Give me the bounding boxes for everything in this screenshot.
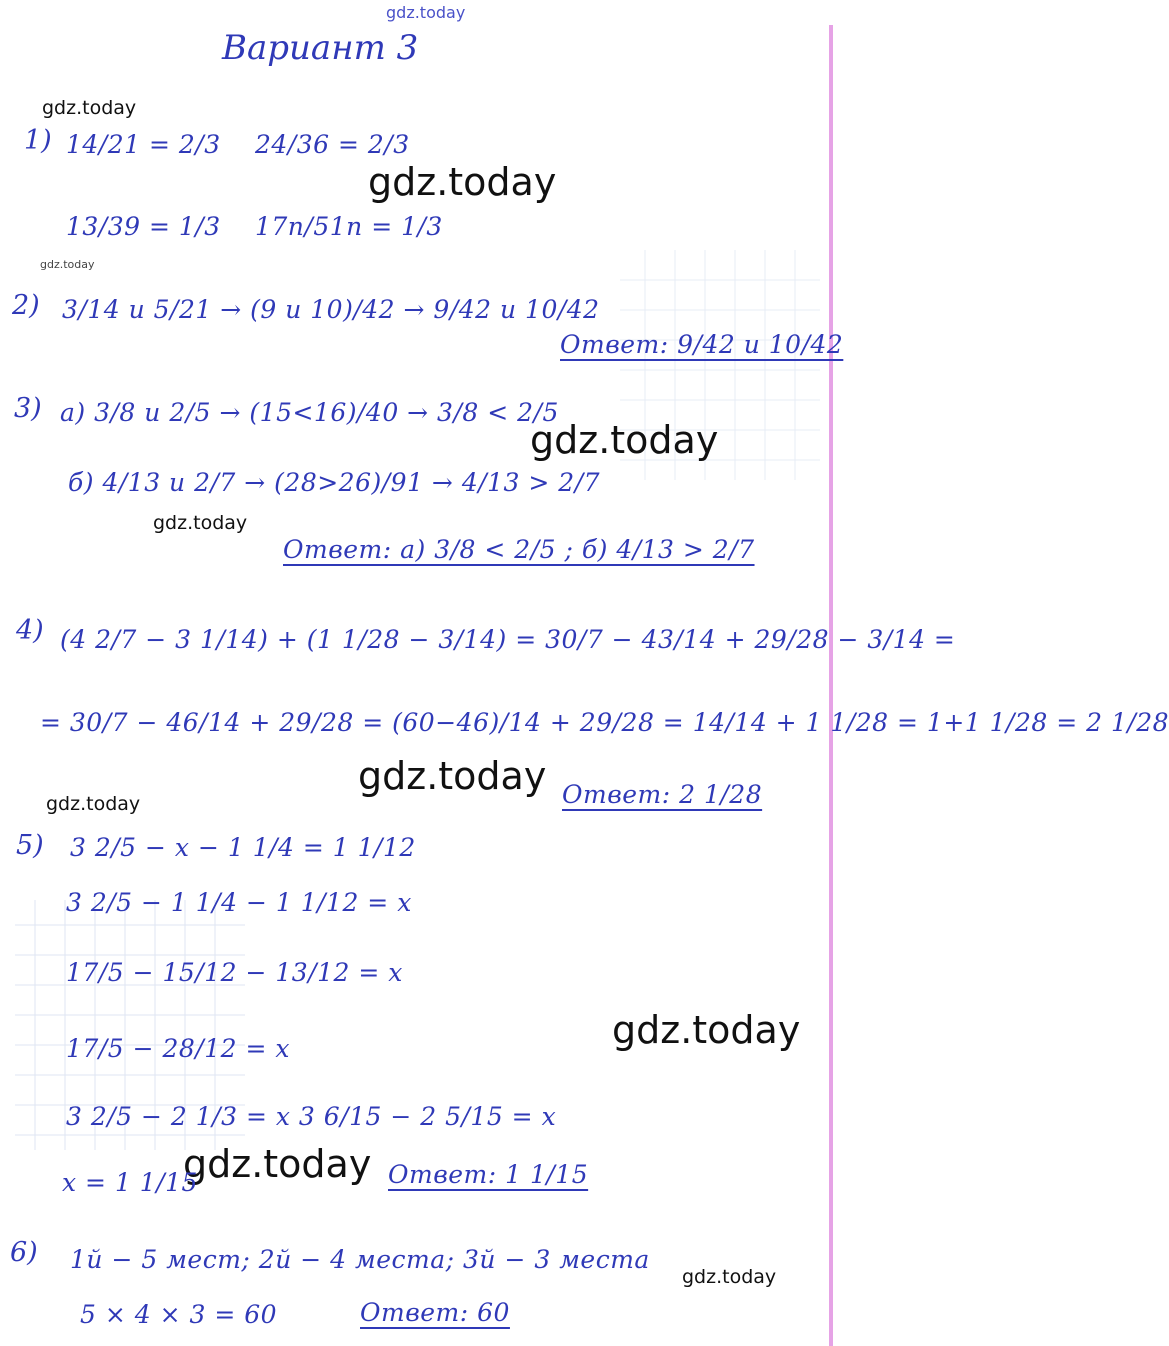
task-number: 3) [14, 393, 42, 424]
task-line: 17/5 − 28/12 = x [66, 1034, 290, 1063]
watermark: gdz.today [153, 512, 248, 534]
task-line: 14/21 = 2/3 [66, 130, 221, 159]
watermark: gdz.today [386, 3, 466, 22]
watermark: gdz.today [358, 754, 547, 798]
watermark: gdz.today [612, 1008, 801, 1052]
task-number: 6) [10, 1237, 38, 1268]
task-line: б) 4/13 и 2/7 → (28>26)/91 → 4/13 > 2/7 [68, 468, 601, 497]
watermark: gdz.today [46, 793, 141, 815]
task-line: x = 1 1/15 [62, 1168, 198, 1197]
watermark: gdz.today [682, 1266, 777, 1288]
task-line: (4 2/7 − 3 1/14) + (1 1/28 − 3/14) = 30/7 − 43/14 + 29/28 − 3/14 = [60, 625, 956, 654]
watermark: gdz.today [42, 97, 137, 119]
task-number: 1) [24, 125, 52, 156]
task-number: 4) [16, 615, 44, 646]
task-number: 2) [12, 290, 40, 321]
task-line: 24/36 = 2/3 [255, 130, 410, 159]
answer-line: Ответ: 2 1/28 [562, 780, 763, 809]
watermark: gdz.today [368, 160, 557, 204]
task-line: 17n/51n = 1/3 [255, 212, 443, 241]
answer-line: Ответ: 60 [360, 1298, 510, 1327]
margin-line [829, 25, 833, 1346]
answer-line: Ответ: 9/42 и 10/42 [560, 330, 844, 359]
answer-line: Ответ: 1 1/15 [388, 1160, 589, 1189]
task-line: а) 3/8 и 2/5 → (15<16)/40 → 3/8 < 2/5 [60, 398, 559, 427]
task-line: 3 2/5 − x − 1 1/4 = 1 1/12 [70, 833, 416, 862]
task-line: 3 2/5 − 1 1/4 − 1 1/12 = x [66, 888, 412, 917]
answer-line: Ответ: а) 3/8 < 2/5 ; б) 4/13 > 2/7 [283, 535, 755, 564]
watermark: gdz.today [40, 258, 95, 271]
task-line: 17/5 − 15/12 − 13/12 = x [66, 958, 403, 987]
page-title: Вариант 3 [222, 28, 419, 68]
task-number: 5) [16, 830, 44, 861]
watermark: gdz.today [183, 1142, 372, 1186]
task-line: = 30/7 − 46/14 + 29/28 = (60−46)/14 + 29/28 = 14/14 + 1 1/28 = 1+1 1/28 = 2 1/28 [40, 708, 1169, 737]
task-line: 1й − 5 мест; 2й − 4 места; 3й − 3 места [70, 1245, 650, 1274]
task-line: 3 2/5 − 2 1/3 = x 3 6/15 − 2 5/15 = x [66, 1102, 557, 1131]
task-line: 5 × 4 × 3 = 60 [80, 1300, 278, 1329]
task-line: 3/14 и 5/21 → (9 и 10)/42 → 9/42 и 10/42 [62, 295, 600, 324]
task-line: 13/39 = 1/3 [66, 212, 221, 241]
watermark: gdz.today [530, 418, 719, 462]
